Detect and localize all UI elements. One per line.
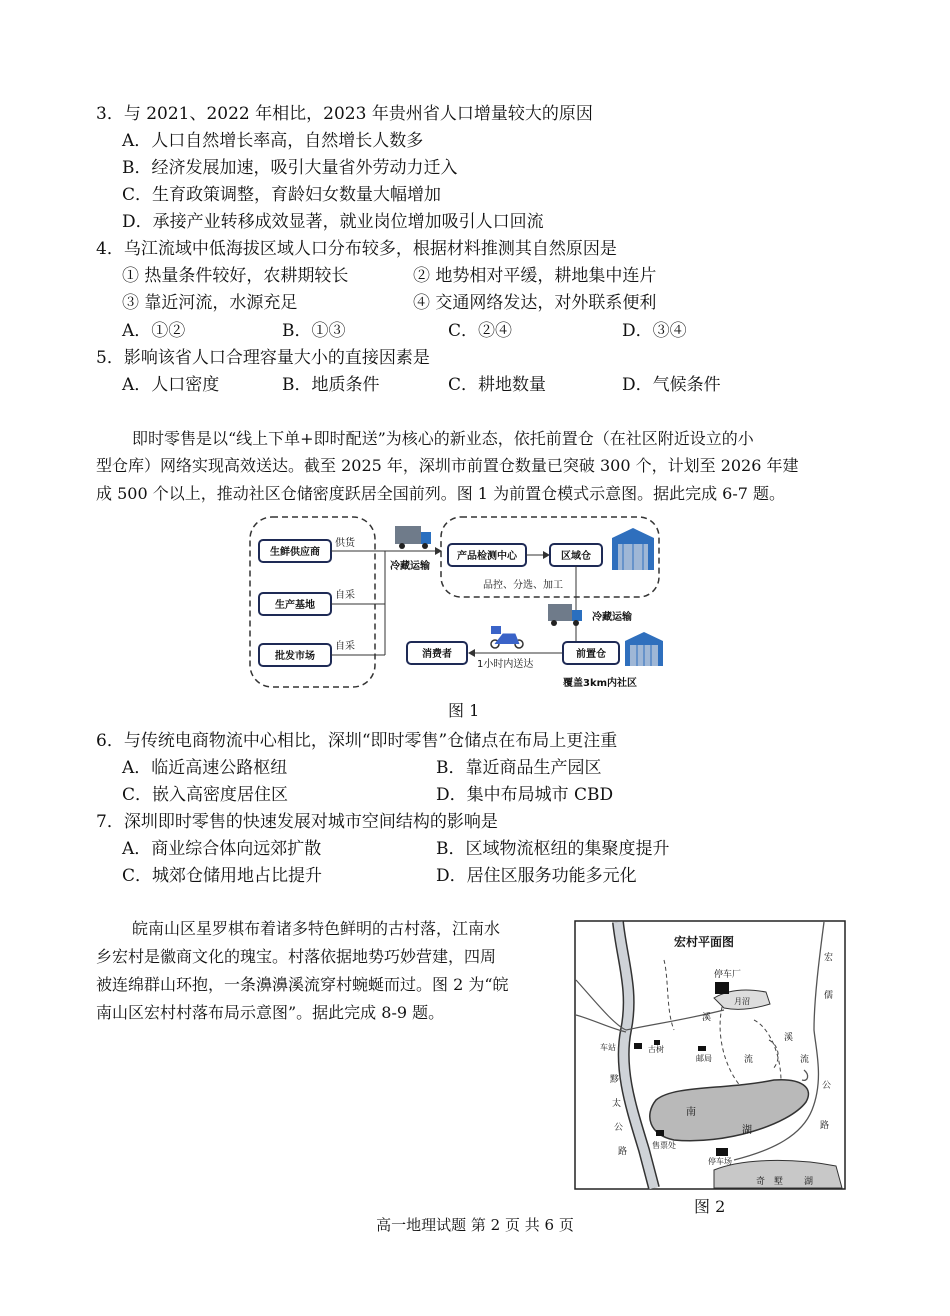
inspection-to-regional-arrow xyxy=(543,551,550,559)
old-tree-label: 古树 xyxy=(648,1045,664,1054)
scooter-icon xyxy=(491,626,523,648)
qixu-lake-label-2: 墅 xyxy=(774,1177,784,1187)
ticket-office-label: 售票处 xyxy=(652,1141,676,1150)
inspection-center-label: 产品检测中心 xyxy=(457,551,517,562)
consumer-label: 消费者 xyxy=(422,649,452,660)
parking-lot-icon-2 xyxy=(716,1148,728,1156)
hong-road-label-2: 儒 xyxy=(824,991,834,1001)
q5-option-d: D．气候条件 xyxy=(622,375,721,395)
supply-label: 供货 xyxy=(335,538,355,549)
q6-option-b: B．靠近商品生产园区 xyxy=(436,758,602,778)
q3-option-b: B．经济发展加速，吸引大量省外劳动力迁入 xyxy=(122,158,458,178)
q6-option-c: C．嵌入高密度居住区 xyxy=(122,785,289,805)
cold-transport-label-1: 冷藏运输 xyxy=(390,561,430,572)
material2-line1: 皖南山区星罗棋布着诸多特色鲜明的古村落，江南水 xyxy=(132,919,501,938)
page-footer: 高一地理试题 第 2 页 共 6 页 xyxy=(376,1216,574,1234)
front-warehouse-label: 前置仓 xyxy=(576,649,606,660)
self-pick-label-1: 自采 xyxy=(335,590,355,601)
q4-option-c: C．②④ xyxy=(448,321,513,341)
road-label-3: 公 xyxy=(614,1123,624,1133)
post-office-icon xyxy=(698,1046,706,1051)
old-tree-icon xyxy=(654,1040,660,1045)
south-lake-label-1: 南 xyxy=(686,1107,696,1118)
q7-option-d: D．居住区服务功能多元化 xyxy=(436,866,637,886)
map-title: 宏村平面图 xyxy=(674,935,735,949)
road-label-4: 路 xyxy=(618,1147,628,1157)
q3-option-c: C．生育政策调整，育龄妇女数量大幅增加 xyxy=(122,185,442,205)
front-to-consumer-arrow xyxy=(468,649,475,657)
ticket-office-icon xyxy=(656,1130,664,1136)
q7-option-c: C．城郊仓储用地占比提升 xyxy=(122,866,323,886)
stream-label-4: 流 xyxy=(800,1055,810,1065)
q4-statement-1: ① 热量条件较好，农耕期较长 xyxy=(122,266,349,286)
q6-option-d: D．集中布局城市 CBD xyxy=(436,785,614,805)
figure1-diagram xyxy=(245,514,665,694)
stream-label-1: 溪 xyxy=(702,1013,712,1023)
one-hour-label: 1小时内送达 xyxy=(477,659,534,670)
q5-option-a: A．人口密度 xyxy=(122,375,220,395)
post-office-label: 邮局 xyxy=(696,1054,712,1063)
material2-line2: 乡宏村是徽商文化的瑰宝。村落依据地势巧妙营建，四周 xyxy=(96,947,497,966)
q6-option-a: A．临近高速公路枢纽 xyxy=(122,758,288,778)
cold-transport-label-2: 冷藏运输 xyxy=(592,612,632,623)
q4-statement-4: ④ 交通网络发达，对外联系便利 xyxy=(413,293,657,313)
material1-line2: 型仓库）网络实现高效送达。截至 2025 年，深圳市前置仓数量已突破 300 个，计划至 2026 年建 xyxy=(96,456,799,475)
station-label: 车站 xyxy=(600,1043,616,1052)
q5-option-c: C．耕地数量 xyxy=(448,375,547,395)
processing-label: 品控、分选、加工 xyxy=(483,580,563,591)
truck-icon-1 xyxy=(395,526,431,549)
q3-option-a: A．人口自然增长率高，自然增长人数多 xyxy=(122,131,424,151)
self-pick-label-2: 自采 xyxy=(335,641,355,652)
parking-label-1: 停车厂 xyxy=(714,970,742,980)
q4-option-a: A．①② xyxy=(122,321,186,341)
q4-statement-3: ③ 靠近河流，水源充足 xyxy=(122,293,298,313)
road-label-2: 太 xyxy=(612,1099,622,1109)
stream-label-3: 流 xyxy=(744,1055,754,1065)
q7-stem: 7．深圳即时零售的快速发展对城市空间结构的影响是 xyxy=(96,812,498,832)
q4-statement-2: ② 地势相对平缓，耕地集中连片 xyxy=(413,266,657,286)
coverage-label: 覆盖3km内社区 xyxy=(563,678,638,689)
stream-label-2: 溪 xyxy=(784,1033,794,1043)
figure1-caption: 图 1 xyxy=(448,701,480,720)
supplier-fresh-label: 生鲜供应商 xyxy=(270,547,320,558)
truck-icon-2 xyxy=(548,604,582,626)
q5-option-b: B．地质条件 xyxy=(282,375,380,395)
q7-option-a: A．商业综合体向远郊扩散 xyxy=(122,839,322,859)
q3-stem: 3．与 2021、2022 年相比，2023 年贵州省人口增量较大的原因 xyxy=(96,104,593,124)
material1-line3: 成 500 个以上，推动社区仓储密度跃居全国前列。图 1 为前置仓模式示意图。据此完成 6-7 题。 xyxy=(96,484,786,503)
station-icon xyxy=(634,1043,642,1049)
supplier-connectors xyxy=(331,551,385,655)
qixu-lake-label-1: 奇 xyxy=(756,1177,766,1187)
figure2-map xyxy=(574,920,846,1190)
q7-option-b: B．区域物流枢纽的集聚度提升 xyxy=(436,839,670,859)
qixu-lake-label-3: 湖 xyxy=(804,1177,814,1187)
q4-stem: 4．乌江流域中低海拔区域人口分布较多，根据材料推测其自然原因是 xyxy=(96,239,617,259)
moon-pond-label: 月沼 xyxy=(734,997,750,1006)
q6-stem: 6．与传统电商物流中心相比，深圳“即时零售”仓储点在布局上更注重 xyxy=(96,731,618,751)
road-label-1: 黟 xyxy=(610,1075,620,1085)
q4-option-d: D．③④ xyxy=(622,321,687,341)
parking-lot-icon-1 xyxy=(715,982,729,994)
production-base-label: 生产基地 xyxy=(275,600,315,611)
q5-stem: 5．影响该省人口合理容量大小的直接因素是 xyxy=(96,348,430,368)
hong-road-label-4: 路 xyxy=(820,1121,830,1131)
figure2-caption: 图 2 xyxy=(694,1197,726,1216)
q3-option-d: D．承接产业转移成效显著，就业岗位增加吸引人口回流 xyxy=(122,212,544,232)
material2-line3: 被连绵群山环抱，一条濞濞溪流穿村蜿蜒而过。图 2 为“皖 xyxy=(96,975,509,994)
hong-road-label-3: 公 xyxy=(822,1081,832,1091)
south-lake-label-2: 湖 xyxy=(742,1125,752,1136)
hong-road-label-1: 宏 xyxy=(824,953,834,963)
material1-line1: 即时零售是以“线上下单+即时配送”为核心的新业态，依托前置仓（在社区附近设立的小 xyxy=(132,429,754,448)
regional-warehouse-label: 区域仓 xyxy=(561,551,591,562)
parking-label-2: 停车场 xyxy=(708,1157,732,1166)
material2-line4: 南山区宏村村落布局示意图”。据此完成 8-9 题。 xyxy=(96,1003,445,1022)
warehouse-icon-2 xyxy=(625,632,663,666)
q4-option-b: B．①③ xyxy=(282,321,346,341)
wholesale-market-label: 批发市场 xyxy=(275,651,315,662)
warehouse-icon-1 xyxy=(612,528,654,570)
